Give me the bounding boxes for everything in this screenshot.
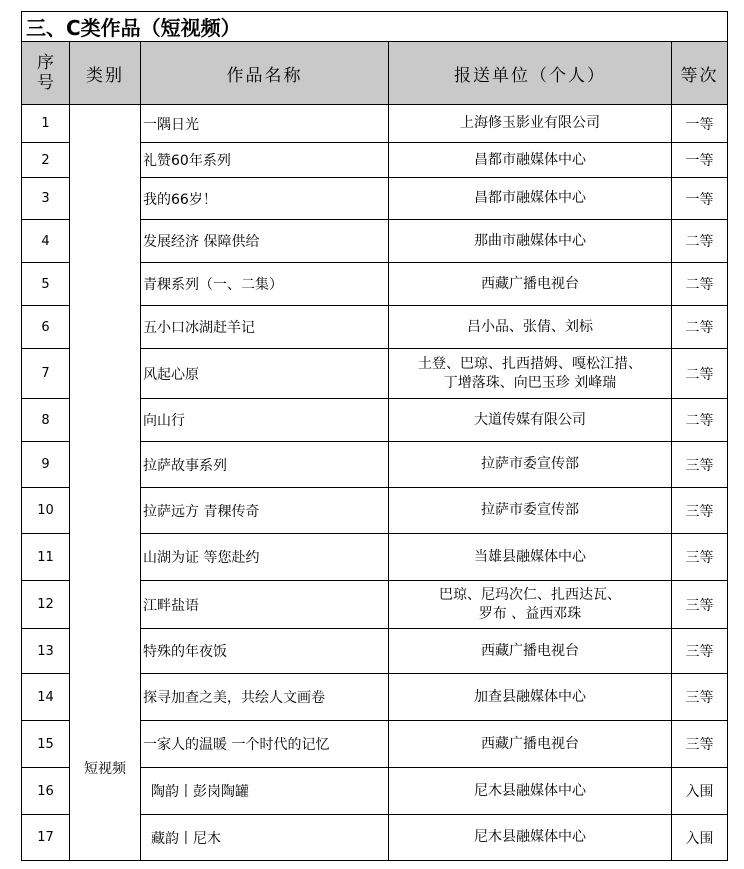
rank-cell: 入围 (672, 815, 728, 861)
unit-line-1: 那曲市融媒体中心 (474, 232, 586, 249)
header-seq-line1: 序 (37, 53, 54, 73)
work-name-cell: 藏韵丨尼木 (141, 815, 389, 861)
unit-line-1: 西藏广播电视台 (481, 275, 579, 292)
work-name-cell: 山湖为证 等您赴约 (141, 534, 389, 581)
unit-line-2: 罗布 、益西邓珠 (478, 605, 582, 622)
category-cell: 短视频 (70, 105, 141, 861)
rank-cell: 二等 (672, 349, 728, 399)
work-name-cell: 五小口冰湖赶羊记 (141, 306, 389, 349)
row-number: 3 (22, 178, 70, 220)
section-title-row (22, 12, 728, 42)
rank-cell: 一等 (672, 143, 728, 178)
unit-line-1: 昌都市融媒体中心 (474, 190, 586, 206)
rank-cell: 一等 (672, 178, 728, 220)
work-name-cell: 陶韵丨彭岗陶罐 (141, 768, 389, 815)
header-seq-line2: 号 (37, 73, 54, 93)
work-name-cell: 风起心原 (141, 349, 389, 399)
row-number: 10 (22, 488, 70, 534)
unit-cell (389, 105, 672, 143)
work-name-cell: 发展经济 保障供给 (141, 220, 389, 263)
rank-cell: 二等 (672, 306, 728, 349)
unit-cell (389, 768, 672, 815)
unit-cell (389, 534, 672, 581)
work-name-cell: 江畔盐语 (141, 581, 389, 629)
header-category: 类别 (70, 42, 141, 105)
unit-line-1: 拉萨市委宣传部 (481, 456, 579, 472)
row-number: 14 (22, 674, 70, 721)
rank-cell: 一等 (672, 105, 728, 143)
unit-cell (389, 629, 672, 674)
unit-cell (389, 674, 672, 721)
unit-line-1: 巴琼、尼玛次仁、扎西达瓦、 (439, 586, 621, 603)
rank-cell: 三等 (672, 629, 728, 674)
row-number: 4 (22, 220, 70, 263)
work-name-cell: 拉萨远方 青稞传奇 (141, 488, 389, 534)
header-work-name: 作品名称 (141, 42, 389, 105)
unit-cell (389, 442, 672, 488)
unit-cell (389, 178, 672, 220)
row-number: 16 (22, 768, 70, 815)
header-rank: 等次 (672, 42, 728, 105)
row-number: 13 (22, 629, 70, 674)
rank-cell: 三等 (672, 581, 728, 629)
row-number: 5 (22, 263, 70, 306)
unit-cell (389, 306, 672, 349)
rank-cell: 三等 (672, 488, 728, 534)
rank-cell: 三等 (672, 721, 728, 768)
unit-cell (389, 581, 672, 629)
row-number: 17 (22, 815, 70, 861)
row-number: 11 (22, 534, 70, 581)
row-number: 7 (22, 349, 70, 399)
document-table-wrapper (21, 11, 727, 861)
header-seq (22, 42, 70, 105)
work-name-cell: 向山行 (141, 399, 389, 442)
unit-line-1: 当雄县融媒体中心 (474, 548, 586, 565)
unit-line-1: 尼木县融媒体中心 (474, 782, 586, 799)
unit-line-1: 西藏广播电视台 (481, 735, 579, 752)
award-table (21, 11, 728, 861)
unit-line-1: 吕小品、张倩、刘标 (467, 318, 593, 335)
work-name-cell: 青稞系列（一、二集） (141, 263, 389, 306)
unit-line-1: 拉萨市委宣传部 (481, 502, 579, 518)
unit-cell (389, 263, 672, 306)
unit-line-1: 昌都市融媒体中心 (474, 151, 586, 168)
rank-cell: 二等 (672, 399, 728, 442)
work-name-cell: 我的66岁！ (141, 178, 389, 220)
unit-line-1: 西藏广播电视台 (481, 642, 579, 659)
unit-cell (389, 488, 672, 534)
work-name-cell: 一隅日光 (141, 105, 389, 143)
rank-cell: 二等 (672, 263, 728, 306)
rank-cell: 三等 (672, 534, 728, 581)
header-unit: 报送单位（个人） (389, 42, 672, 105)
rank-cell: 入围 (672, 768, 728, 815)
work-name-cell: 特殊的年夜饭 (141, 629, 389, 674)
work-name-cell: 一家人的温暖 一个时代的记忆 (141, 721, 389, 768)
unit-line-1: 加查县融媒体中心 (474, 688, 586, 705)
row-number: 15 (22, 721, 70, 768)
work-name-cell: 拉萨故事系列 (141, 442, 389, 488)
table-row (22, 105, 728, 143)
rank-cell: 二等 (672, 220, 728, 263)
row-number: 2 (22, 143, 70, 178)
work-name-cell: 礼赞60年系列 (141, 143, 389, 178)
row-number: 6 (22, 306, 70, 349)
header-row (22, 42, 728, 105)
unit-cell (389, 721, 672, 768)
unit-line-1: 尼木县融媒体中心 (474, 829, 586, 845)
unit-line-1: 大道传媒有限公司 (474, 411, 586, 428)
unit-cell (389, 815, 672, 861)
row-number: 8 (22, 399, 70, 442)
unit-line-1: 上海修玉影业有限公司 (460, 115, 600, 131)
rank-cell: 三等 (672, 674, 728, 721)
row-number: 12 (22, 581, 70, 629)
section-title: 三、C类作品（短视频） (22, 12, 728, 42)
unit-line-1: 土登、巴琼、扎西措姆、嘎松江措、 (418, 355, 642, 372)
unit-cell (389, 399, 672, 442)
rank-cell: 三等 (672, 442, 728, 488)
unit-cell (389, 349, 672, 399)
unit-cell (389, 143, 672, 178)
row-number: 9 (22, 442, 70, 488)
unit-line-2: 丁增落珠、向巴玉珍 刘峰瑞 (443, 374, 617, 391)
unit-cell (389, 220, 672, 263)
row-number: 1 (22, 105, 70, 143)
work-name-cell: 探寻加查之美，共绘人文画卷 (141, 674, 389, 721)
